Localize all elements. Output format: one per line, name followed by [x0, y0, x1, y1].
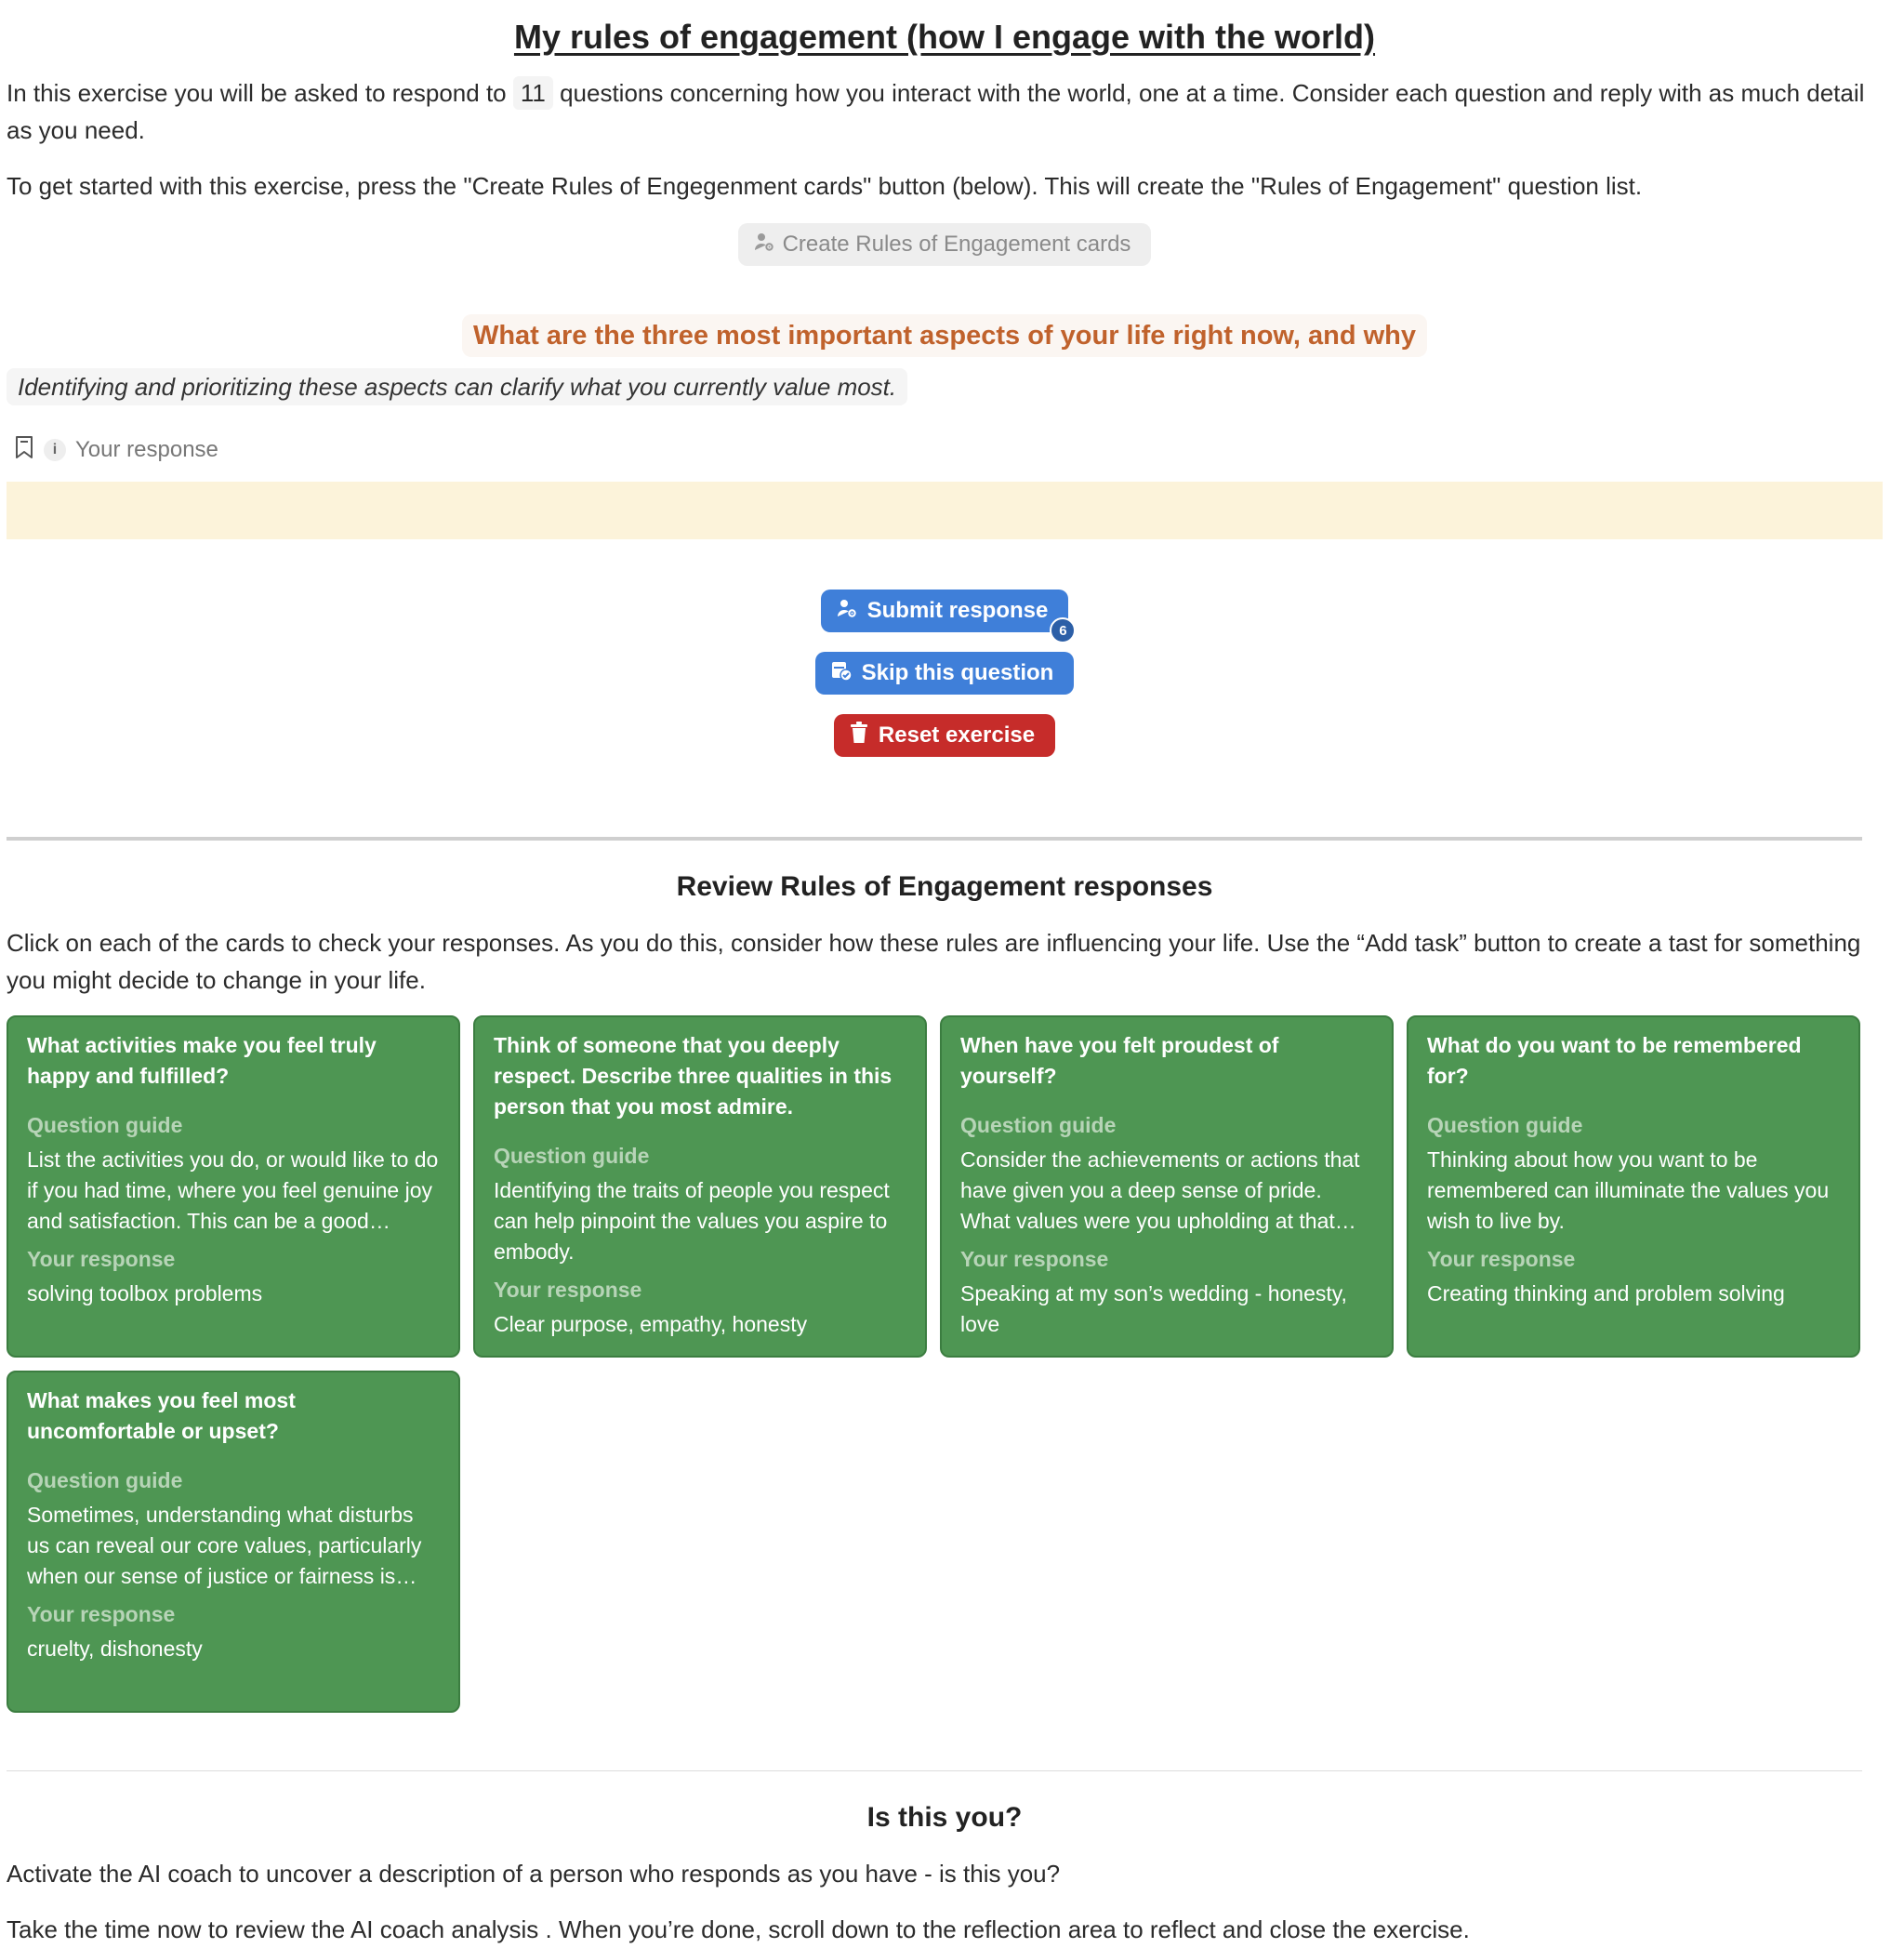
question-row [7, 266, 1883, 357]
remaining-count-badge: 6 [1050, 617, 1076, 643]
response-card[interactable] [473, 1015, 927, 1358]
card-response: Creating thinking and problem solving [1427, 1281, 1785, 1305]
intro-paragraph [7, 74, 1883, 149]
exercise-page [7, 0, 1883, 1948]
intro-text-before: In this exercise you will be asked to respond to [7, 79, 513, 107]
card-response: solving toolbox problems [27, 1281, 263, 1305]
response-card[interactable] [7, 1371, 460, 1713]
question-guide-row [7, 368, 1883, 405]
question-guide: Identifying and prioritizing these aspects can clarify what you currently value most. [7, 368, 907, 405]
reset-exercise-button[interactable] [834, 714, 1055, 757]
submit-response-button[interactable] [821, 590, 1069, 639]
calendar-check-icon [830, 659, 853, 688]
create-button-row [7, 205, 1883, 266]
response-card[interactable] [1407, 1015, 1860, 1358]
card-response-label: Your response [27, 1602, 176, 1626]
card-response-label: Your response [960, 1247, 1109, 1271]
response-label-row [7, 433, 1883, 467]
card-response: Speaking at my son’s wedding - honesty, love [960, 1281, 1347, 1336]
get-started-paragraph: To get started with this exercise, press the "Create Rules of Engegenment cards" button (below). This will create the "Rules of Engagement" question list. [7, 172, 1643, 200]
skip-question-button[interactable] [815, 652, 1075, 695]
intro-text-after: questions concerning how you interact with the world, one at a time. Consider each question and reply with as much detail as you need. [7, 79, 1865, 144]
review-description: Click on each of the cards to check your responses. As you do this, consider how these rules are influencing your life. Use the “Add task” button to create a tast for something you might decide to change in your life. [7, 929, 1861, 994]
bookmark-icon[interactable] [14, 435, 34, 466]
skip-question-label: Skip this question [861, 660, 1054, 685]
card-question: What do you want to be remembered for? [1427, 1033, 1802, 1088]
reset-row [7, 695, 1883, 757]
card-response: Clear purpose, empathy, honesty [494, 1312, 808, 1336]
submit-row [7, 539, 1883, 639]
card-question: What makes you feel most uncomfortable or upset? [27, 1388, 296, 1443]
response-card[interactable] [940, 1015, 1394, 1358]
card-guide: Sometimes, understanding what disturbs us can reveal our core values, particularly when our sense of justice or fairness is [27, 1503, 422, 1588]
submit-response-label: Submit response [866, 598, 1049, 623]
create-cards-label: Create Rules of Engagement cards [782, 232, 1131, 257]
is-this-you-line1: Activate the AI coach to uncover a description of a person who responds as you have - is this you? [7, 1860, 1061, 1888]
card-guide: List the activities you do, or would like to do if you had time, where you feel genuine joy and satisfaction. This can be a good [27, 1147, 439, 1233]
page-title: My rules of engagement (how I engage with the world) [513, 18, 1376, 56]
card-guide-label: Question guide [27, 1113, 183, 1137]
current-question: What are the three most important aspects of your life right now, and why [462, 314, 1427, 357]
is-this-you-title: Is this you? [866, 1802, 1023, 1833]
card-response-label: Your response [494, 1278, 642, 1302]
card-guide-label: Question guide [494, 1144, 650, 1168]
response-cards [7, 1015, 1862, 1713]
response-input[interactable] [7, 482, 1883, 539]
review-title: Review Rules of Engagement responses [676, 871, 1213, 902]
card-response-label: Your response [1427, 1247, 1576, 1271]
card-response: cruelty, dishonesty [27, 1637, 203, 1661]
card-guide-label: Question guide [1427, 1113, 1583, 1137]
is-this-you-line2: Take the time now to review the AI coach analysis . When you’re done, scroll down to the reflection area to reflect and close the exercise. [7, 1915, 1470, 1943]
section-divider [7, 837, 1862, 841]
card-guide: Identifying the traits of people you respect can help pinpoint the values you aspire to embody. [494, 1178, 890, 1264]
reset-exercise-label: Reset exercise [878, 722, 1036, 748]
user-gear-icon [753, 231, 775, 259]
card-question: Think of someone that you deeply respect. Describe three qualities in this person that you most admire. [494, 1033, 892, 1119]
section-divider-thin [7, 1770, 1862, 1771]
info-icon[interactable]: i [44, 439, 66, 461]
question-count: 11 [513, 76, 553, 110]
skip-row [7, 632, 1883, 695]
card-question: What activities make you feel truly happy and fulfilled? [27, 1033, 377, 1088]
trash-icon [849, 722, 869, 750]
card-response-label: Your response [27, 1247, 176, 1271]
response-label: Your response [75, 437, 218, 462]
card-question: When have you felt proudest of yourself? [960, 1033, 1279, 1088]
create-cards-button[interactable] [738, 223, 1152, 266]
response-card[interactable] [7, 1015, 460, 1358]
card-guide: Thinking about how you want to be remembered can illuminate the values you wish to live by. [1427, 1147, 1830, 1233]
card-guide-label: Question guide [960, 1113, 1117, 1137]
card-guide: Consider the achievements or actions that have given you a deep sense of pride. What values were you upholding at that [960, 1147, 1360, 1233]
user-gear-icon [836, 597, 858, 626]
card-guide-label: Question guide [27, 1468, 183, 1492]
